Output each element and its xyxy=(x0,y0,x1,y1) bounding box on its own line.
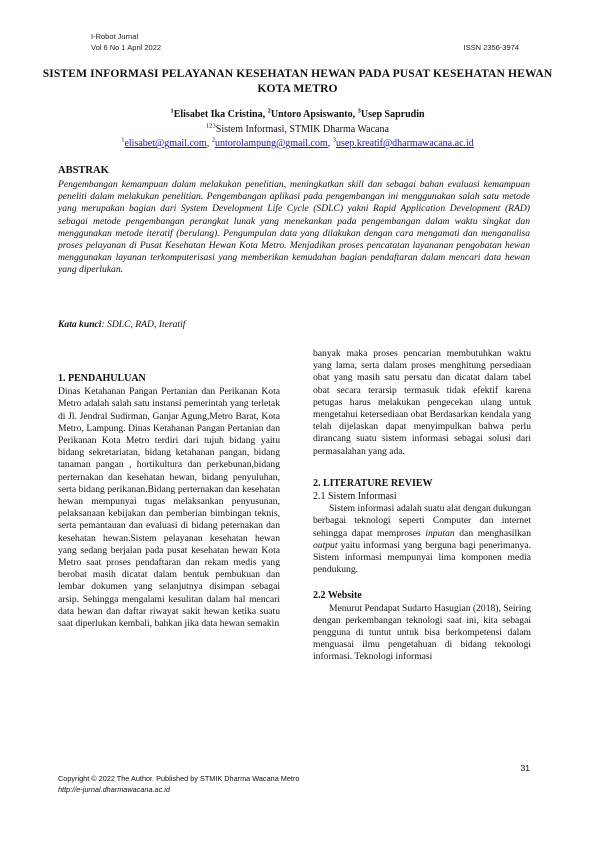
subsection-2-1-text-a: Sistem informasi adalah suatu alat dengan dukungan berbagai teknologi seperti Computer dan internet sehingga dapat memproses xyxy=(313,503,531,539)
author-1-name: Elisabet Ika Cristina, xyxy=(173,109,268,120)
author-3-name: Usep Saprudin xyxy=(360,109,425,120)
left-column xyxy=(58,373,280,630)
section-1-paragraph-continued: banyak maka proses pencarian membutuhkan waktu yang lama, serta dalam proses menghitung persediaan obat yang masih satu persatu dan dicatat dalam tabel obat secara terarsip termasuk tidak efektif karena petugas harus melakukan pengecekan ulang untuk mengetahui ketersediaan obat Berdasarkan kendala yang telah dijelaskan dapat menyimpulkan bahwa perlu dirancang suatu sistem informasi sebagai solusi dari permasalahan yang ada. xyxy=(313,348,531,457)
issn-label: ISSN 2356-3974 xyxy=(463,43,519,52)
email-list: $^1$elisabet@gmail.com, $^2$untorolampung@gmail.com, $^3$usep.kreatif@dharmawacana.ac.id xyxy=(121,136,474,149)
section-2-heading: 2. LITERATURE REVIEW xyxy=(313,477,433,489)
subsection-2-1-text-c: yaitu informasi yang berguna bagi penerimanya. Sistem informasi mempunyai lima komponen media pendukung. xyxy=(313,539,531,576)
paper-title: SISTEM INFORMASI PELAYANAN KESEHATAN HEWAN PADA PUSAT KESEHATAN HEWAN KOTA METRO xyxy=(42,67,553,95)
email-3-sup: 3 xyxy=(332,136,337,144)
right-column xyxy=(313,348,531,664)
author-list xyxy=(40,109,555,120)
email-1-sup: 1 xyxy=(121,136,125,144)
email-2-link[interactable]: untorolampung@gmail.com xyxy=(214,138,328,149)
journal-issue: Vol 6 No 1 April 2022 xyxy=(91,43,162,52)
author-2-name: Untoro Apsiswanto, xyxy=(270,109,358,120)
abstract-body: Pengembangan kemampuan dalam melakukan penelitian, meningkatkan skill dan sebagai bahan evaluasi kemampuan peneliti dalam melakukan penelitian. Pengembangan aplikasi pada pengembangan ini menggunakan salah satu metode yang merupakan bagian dari System Development Life Cycle (SDLC) yakni Rapid Application Development (RAD) sebagai metode pengembangan perangkat lunak yang menekankan pada pengembangan dalam waktu singkat dan menggunakan metode iteratif (berulang). Pengumpulan data yang dilakukan dengan cara mengamati dan menganalisa proses pelayanan di Pusat Kesehatan Hewan Kota Metro. Menjadikan proses pencatatan layananan pengobatan hewan menggunakan layanan terkomputerisasi yang memberikan kemudahan bagian pendaftaran dalam mencari data hewan yang diperlukan. xyxy=(58,179,530,276)
footer-url[interactable]: http://e-jurnal.dharmawacana.ac.id xyxy=(58,785,170,794)
author-2-sup: 2 xyxy=(267,107,271,115)
keywords-label: Kata kunci xyxy=(58,319,102,330)
email-3-link[interactable]: usep.kreatif@dharmawacana.ac.id xyxy=(336,138,474,149)
keywords-values: : SDLC, RAD, Iteratif xyxy=(101,319,186,330)
subsection-2-2-body: Menurut Pendapat Sudarto Hasugian (2018), Seiring dengan perkembangan teknologi saat ini, kita sebagai pengguna di tuntut untuk bisa berkompetensi dalam menguasai ilmu pengetahuan di bidang teknologi informasi. Teknologi informasi xyxy=(313,602,531,663)
keywords-line xyxy=(58,319,185,330)
email-1-link[interactable]: elisabet@gmail.com xyxy=(124,138,207,149)
affiliation-text: Sistem Informasi, STMIK Dharma Wacana xyxy=(215,124,389,135)
subsection-2-2-heading: 2.2 Website xyxy=(313,590,362,602)
affiliation xyxy=(40,124,555,135)
subsection-2-1-italic-a: inputan xyxy=(425,527,455,539)
author-3-sup: 3 xyxy=(357,107,361,115)
section-1-paragraph: Dinas Ketahanan Pangan Pertanian dan Perikanan Kota Metro adalah salah satu instansi pemerintah yang terletak di Jl. Jendral Sudirman, Ganjar Agung,Metro Barat, Kota Metro, Lampung. Dinas Ketahanan Pangan Pertanian dan Perikanan Kota Metro terdiri dari tujuh bidang yaitu bidang sekretariatan, bidang ketahanan pangan, bidang tanaman pangan , hortikultura dan perkebunan,bidang perternakan dan kesehatan hewan, bidang penyuluhan, serta bidang perikanan.Bidang perternakan dan kesehatan hewan mempunyai tugas melaksankan penyusunan, pelaksanaan kebijakan dan pemberian bimbingan teknis, serta pemantauan dan evaluasi di bidang peternakan dan kesehatan hewan.Sistem pelayanan kesehatan hewan yang sedang berjalan pada pusat kesehatan hewan Kota Metro saat proses pendaftaran dan rekam medis yang berobat masih dicatat dalam bentuk pembukuan dan lembar dokumen yang selanjutnya disimpan sebagai arsip. Sehingga mengalami kesulitan dalam hal mencari data hewan dan daftar riwayat sakit hewan ketika suatu saat diperlukan kembali, bahkan jika data hewan semakin xyxy=(58,386,280,630)
journal-name: I-Robot Jurnal xyxy=(91,32,139,41)
subsection-2-1-heading: 2.1 Sistem Informasi xyxy=(313,491,397,503)
section-1-heading: 1. PENDAHULUAN xyxy=(58,373,146,384)
subsection-2-1-body xyxy=(313,503,531,576)
author-1-sup: 1 xyxy=(170,107,174,115)
email-2-sup: 2 xyxy=(211,136,215,144)
page-number: 31 xyxy=(520,763,530,773)
subsection-2-1-italic-b: output xyxy=(313,539,338,551)
footer-copyright: Copyright © 2022 The Author. Published by STMIK Dharma Wacana Metro xyxy=(58,774,300,783)
abstract-heading: ABSTRAK xyxy=(58,165,109,176)
affiliation-sup: 123 xyxy=(206,122,216,130)
subsection-2-1-text-b: dan menghasilkan xyxy=(454,527,531,539)
